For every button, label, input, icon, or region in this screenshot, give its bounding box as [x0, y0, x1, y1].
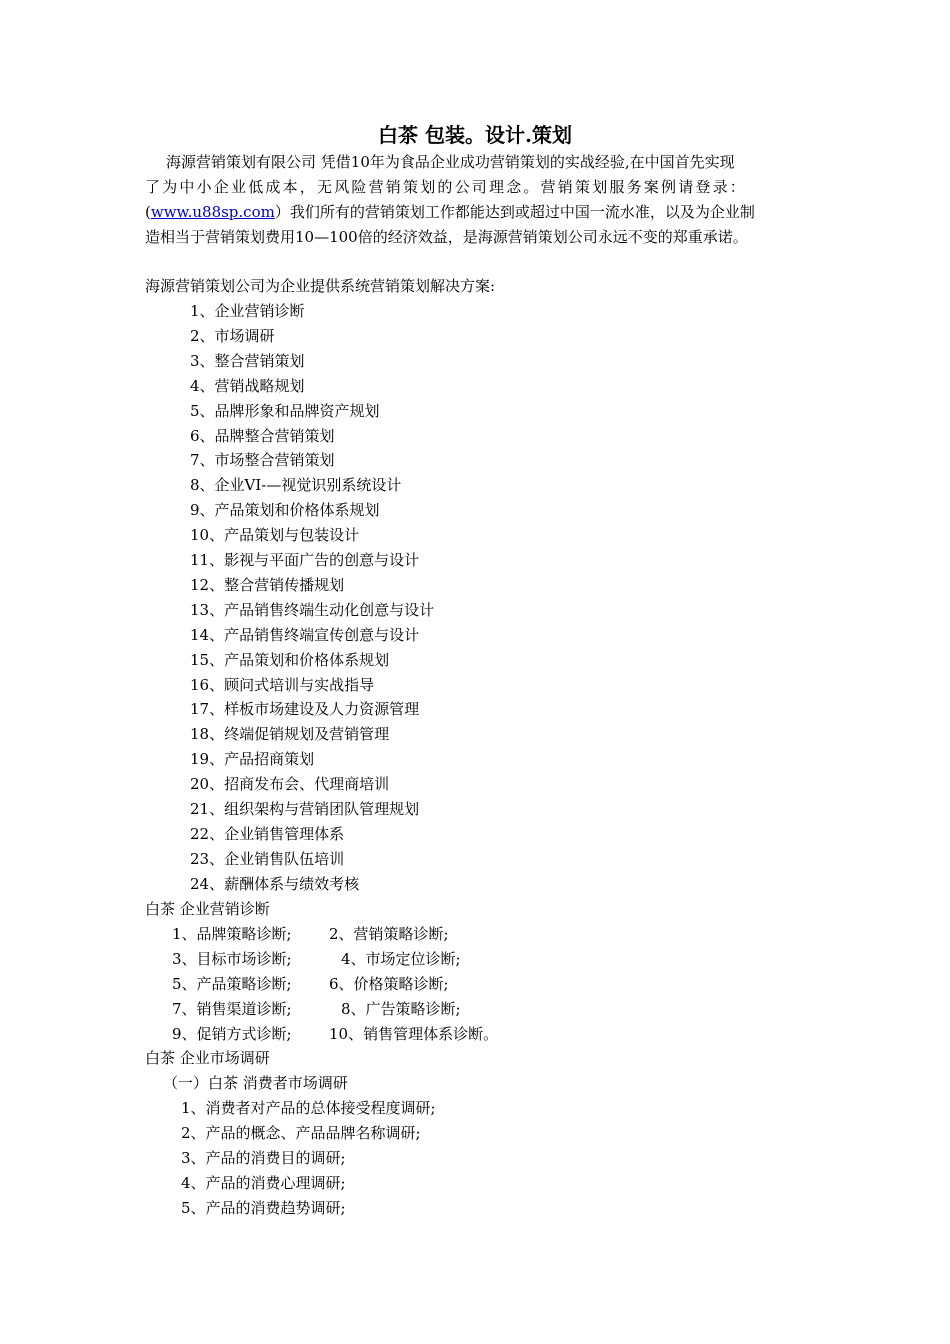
- diagnosis-item: 4、市场定位诊断;: [341, 950, 461, 968]
- solution-item: 10、产品策划与包装设计: [190, 526, 360, 545]
- intro-line-2: [145, 175, 805, 200]
- diagnosis-heading: 白茶 企业营销诊断: [145, 900, 270, 918]
- solution-item: 2、市场调研: [190, 326, 275, 345]
- website-link[interactable]: www.u88sp.com: [150, 203, 275, 221]
- intro-line-2-text: 了为中小企业低成本，无风险营销策划的公司理念。营销策划服务案例请登录：: [145, 178, 748, 196]
- solution-item: 16、顾问式培训与实战指导: [190, 675, 375, 694]
- solution-item: 4、营销战略规划: [190, 376, 305, 395]
- diagnosis-item: 10、销售管理体系诊断。: [329, 1025, 499, 1043]
- diagnosis-item: 1、品牌策略诊断;: [172, 925, 292, 943]
- intro-line-3-rest: ）我们所有的营销策划工作都能达到或超过中国一流水准，以及为企业制: [274, 203, 755, 221]
- solutions-heading: 海源营销策划公司为企业提供系统营销策划解决方案:: [145, 277, 496, 295]
- solution-item: 12、整合营销传播规划: [190, 575, 345, 594]
- intro-line-4: 造相当于营销策划费用10—100倍的经济效益，是海源营销策划公司永远不变的郑重承诺。: [145, 228, 748, 246]
- solution-item: 6、品牌整合营销策划: [190, 426, 335, 445]
- solution-item: 18、终端促销规划及营销管理: [190, 725, 390, 744]
- solution-item: 9、产品策划和价格体系规划: [190, 501, 380, 520]
- solution-item: 13、产品销售终端生动化创意与设计: [190, 600, 435, 619]
- solution-item: 20、招商发布会、代理商培训: [190, 775, 390, 794]
- solution-item: 17、样板市场建设及人力资源管理: [190, 700, 420, 719]
- solution-item: 11、影视与平面广告的创意与设计: [190, 551, 420, 569]
- research-heading: 白茶 企业市场调研: [145, 1049, 270, 1067]
- intro-line-3: [145, 200, 755, 225]
- research-item: 1、消费者对产品的总体接受程度调研;: [181, 1099, 436, 1117]
- solution-item: 22、企业销售管理体系: [190, 824, 345, 843]
- solution-item: 24、薪酬体系与绩效考核: [190, 874, 360, 893]
- solution-item: 14、产品销售终端宣传创意与设计: [190, 625, 420, 644]
- solution-item: 5、品牌形象和品牌资产规划: [190, 401, 380, 420]
- diagnosis-item: 5、产品策略诊断;: [172, 975, 292, 993]
- diagnosis-item: 7、销售渠道诊断;: [172, 1000, 292, 1018]
- diagnosis-item: 3、目标市场诊断;: [172, 950, 292, 968]
- intro-line-1: 海源营销策划有限公司 凭借10年为食品企业成功营销策划的实战经验,在中国首先实现: [166, 153, 735, 171]
- solution-item: 15、产品策划和价格体系规划: [190, 650, 390, 669]
- diagnosis-item: 2、营销策略诊断;: [329, 925, 449, 943]
- solution-item: 8、企业VI-—视觉识别系统设计: [190, 476, 402, 495]
- research-item: 5、产品的消费趋势调研;: [181, 1199, 346, 1217]
- document-title: 白茶 包装。设计.策划: [378, 123, 572, 147]
- research-item: 4、产品的消费心理调研;: [181, 1174, 346, 1192]
- solution-item: 3、整合营销策划: [190, 351, 305, 370]
- diagnosis-item: 6、价格策略诊断;: [329, 975, 449, 993]
- research-subheading: （一）白茶 消费者市场调研: [163, 1074, 348, 1092]
- solution-item: 21、组织架构与营销团队管理规划: [190, 800, 420, 818]
- research-item: 2、产品的概念、产品品牌名称调研;: [181, 1124, 421, 1142]
- solution-item: 7、市场整合营销策划: [190, 451, 335, 470]
- research-item: 3、产品的消费目的调研;: [181, 1149, 346, 1167]
- solution-item: 19、产品招商策划: [190, 750, 315, 769]
- diagnosis-item: 9、促销方式诊断;: [172, 1025, 292, 1043]
- solution-item: 23、企业销售队伍培训: [190, 849, 345, 868]
- diagnosis-item: 8、广告策略诊断;: [341, 1000, 461, 1018]
- solution-item: 1、企业营销诊断: [190, 302, 305, 320]
- intro-paren: (: [145, 203, 151, 221]
